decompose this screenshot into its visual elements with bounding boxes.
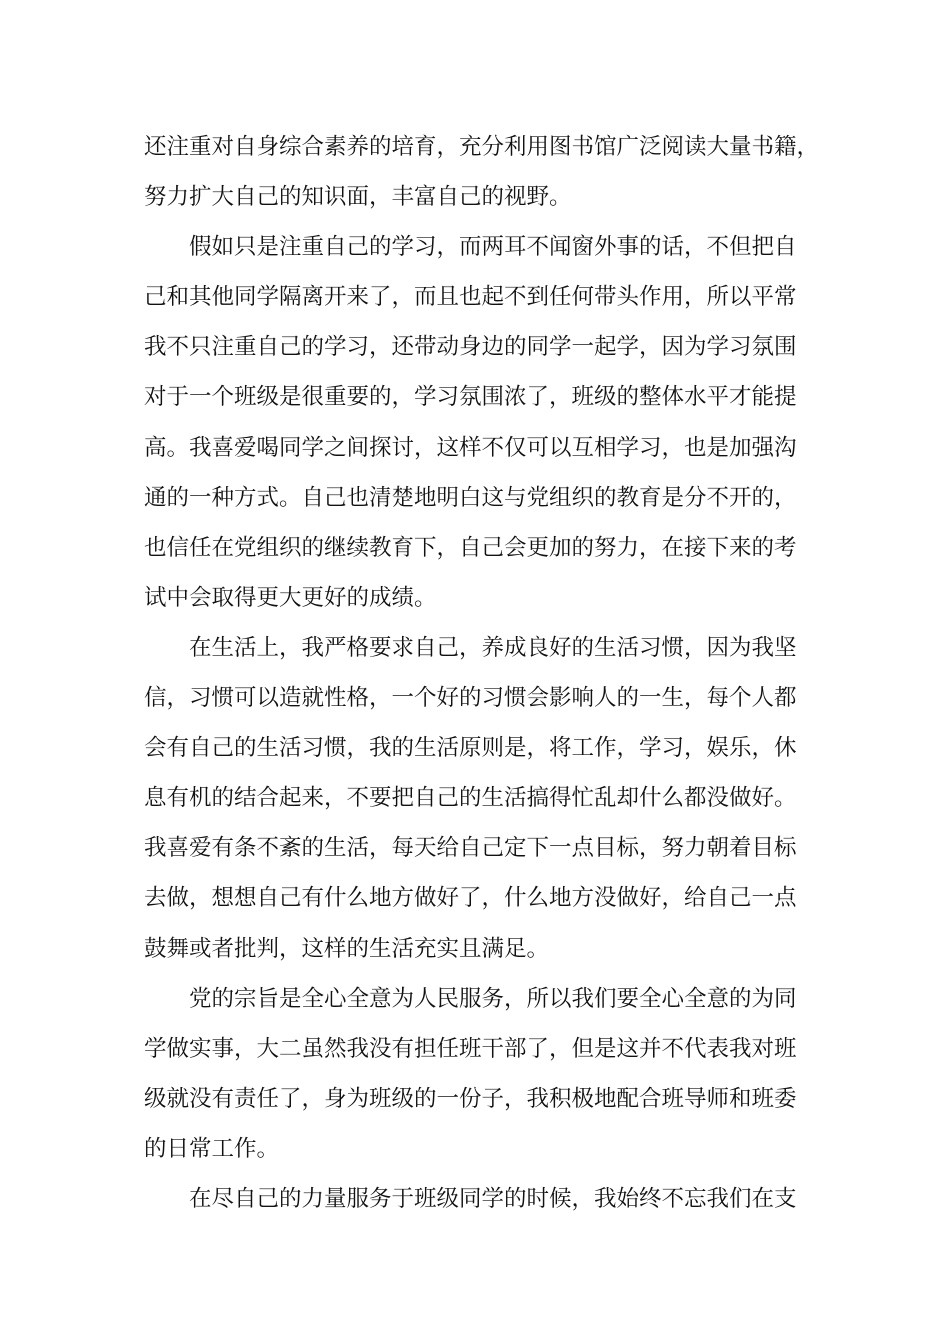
text-line: 学做实事，大二虽然我没有担任班干部了，但是这并不代表我对班 bbox=[144, 1035, 797, 1062]
text-line: 我不只注重自己的学习，还带动身边的同学一起学，因为学习氛围 bbox=[144, 334, 797, 361]
text-line: 试中会取得更大更好的成绩。 bbox=[144, 584, 437, 611]
text-line: 信，习惯可以造就性格，一个好的习惯会影响人的一生，每个人都 bbox=[144, 685, 797, 712]
text-line: 还注重对自身综合素养的培育，充分利用图书馆广泛阅读大量书籍， bbox=[144, 134, 820, 160]
text-line: 己和其他同学隔离开来了，而且也起不到任何带头作用，所以平常 bbox=[144, 284, 797, 311]
text-line: 努力扩大自己的知识面，丰富自己的视野。 bbox=[144, 184, 572, 211]
text-line: 在尽自己的力量服务于班级同学的时候，我始终不忘我们在支 bbox=[189, 1185, 797, 1212]
body-text bbox=[144, 127, 824, 1229]
text-line: 息有机的结合起来，不要把自己的生活搞得忙乱却什么都没做好。 bbox=[144, 785, 797, 812]
text-line: 级就没有责任了，身为班级的一份子，我积极地配合班导师和班委 bbox=[144, 1085, 797, 1112]
text-line: 鼓舞或者批判，这样的生活充实且满足。 bbox=[144, 935, 550, 962]
text-line: 去做，想想自己有什么地方做好了，什么地方没做好，给自己一点 bbox=[144, 885, 797, 912]
text-line: 高。我喜爱喝同学之间探讨，这样不仅可以互相学习，也是加强沟 bbox=[144, 434, 797, 461]
text-line: 党的宗旨是全心全意为人民服务，所以我们要全心全意的为同 bbox=[189, 985, 797, 1012]
text-line: 假如只是注重自己的学习，而两耳不闻窗外事的话，不但把自 bbox=[189, 234, 797, 261]
text-line: 通的一种方式。自己也清楚地明白这与党组织的教育是分不开的， bbox=[144, 484, 797, 511]
text-line: 也信任在党组织的继续教育下，自己会更加的努力，在接下来的考 bbox=[144, 534, 797, 561]
text-line: 我喜爱有条不紊的生活，每天给自己定下一点目标，努力朝着目标 bbox=[144, 835, 797, 862]
text-line: 在生活上，我严格要求自己，养成良好的生活习惯，因为我坚 bbox=[189, 634, 797, 661]
text-line: 对于一个班级是很重要的，学习氛围浓了，班级的整体水平才能提 bbox=[144, 384, 797, 411]
text-line: 的日常工作。 bbox=[144, 1135, 280, 1162]
text-line: 会有自己的生活习惯，我的生活原则是，将工作，学习，娱乐，休 bbox=[144, 735, 797, 762]
